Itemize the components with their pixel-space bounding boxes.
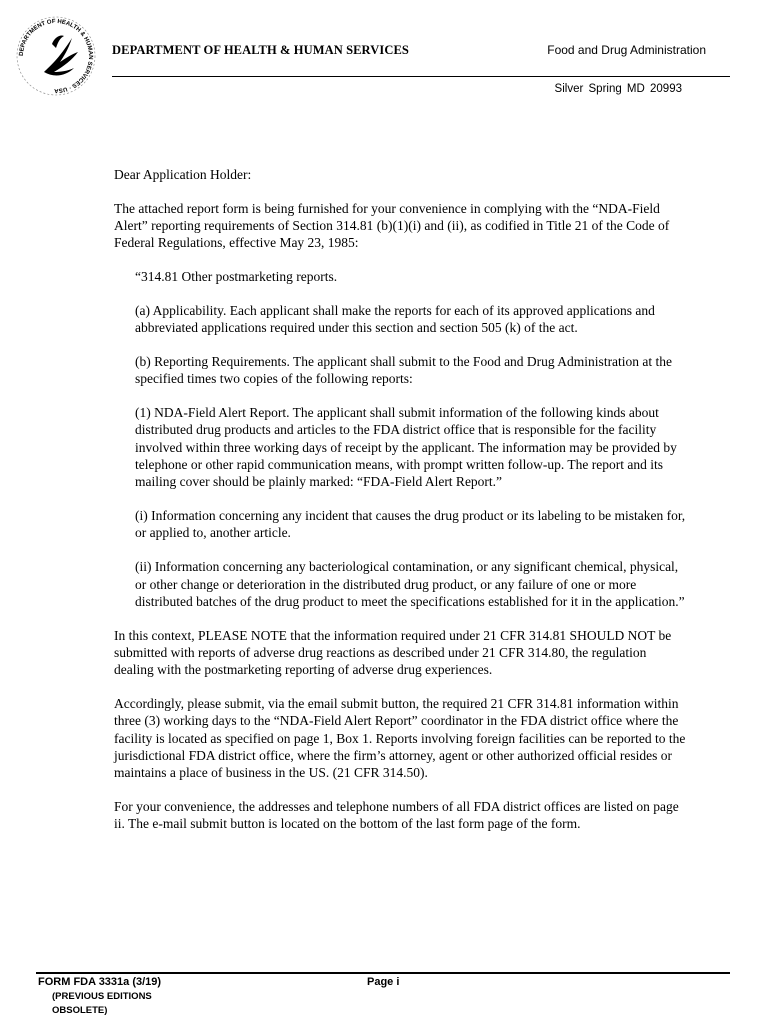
department-name: DEPARTMENT OF HEALTH & HUMAN SERVICES bbox=[112, 43, 409, 57]
seal-text: DEPARTMENT OF HEALTH & HUMAN SERVICES · USA bbox=[18, 18, 94, 94]
footer-divider bbox=[36, 972, 730, 974]
agency-name: Food and Drug Administration bbox=[547, 43, 706, 57]
intro-paragraph: The attached report form is being furnished for your convenience in complying with the “NDA-Field Alert” reporting requirements of Section 314.81 (b)(1)(i) and (ii), as codified in Title 21 of the Code of Federal Regulations, effective May 23, 1985: bbox=[114, 200, 670, 251]
form-number: FORM FDA 3331a (3/19) bbox=[38, 976, 162, 988]
letter-body bbox=[114, 166, 688, 849]
district-offices-paragraph: For your convenience, the addresses and telephone numbers of all FDA district offices are listed on page ii. The e-mail submit button is located on the bottom of the last form page of the form. bbox=[114, 799, 679, 832]
previous-editions-line: (PREVIOUS EDITIONS bbox=[52, 991, 152, 1002]
quote-applicability: (a) Applicability. Each applicant shall make the reports for each of its approved applications and abbreviated applications required under this section and section 505 (k) of the act. bbox=[135, 302, 655, 336]
quote-field-alert-report: (1) NDA-Field Alert Report. The applicant shall submit information of the following kinds about distributed drug products and articles to the FDA district office that is responsible for the facility involved within three working days of receipt by the applicant. The information may be provided by telephone or other rapid communication means, with prompt written follow-up. The report and its mailing cover should be plainly marked: “FDA-Field Alert Report.” bbox=[135, 405, 677, 490]
context-note-paragraph: In this context, PLEASE NOTE that the information required under 21 CFR 314.81 SHOULD NOT be submitted with reports of adverse drug reactions as described under 21 CFR 314.80, the regulation dealing with the postmarketing reporting of adverse drug experiences. bbox=[114, 627, 672, 678]
agency-address: Silver Spring MD 20993 bbox=[554, 83, 682, 95]
quote-heading: “314.81 Other postmarketing reports. bbox=[135, 269, 338, 285]
quote-item-ii: (ii) Information concerning any bacteriological contamination, or any significant chemical, physical, or other change or deterioration in the distributed drug product, or any failure of one or more distributed batches of the drug product to meet the specifications established for it in the application.” bbox=[135, 559, 685, 609]
header-divider bbox=[112, 76, 730, 77]
quote-item-i: (i) Information concerning any incident that causes the drug product or its labeling to be mistaken for, or applied to, another article. bbox=[135, 508, 686, 541]
eagle-emblem-icon bbox=[44, 35, 78, 75]
salutation: Dear Application Holder: bbox=[114, 167, 252, 182]
submission-paragraph: Accordingly, please submit, via the email submit button, the required 21 CFR 314.81 information within three (3) working days to the “NDA-Field Alert Report” coordinator in the FDA district office where the facility is located as specified on page 1, Box 1. Reports involving foreign facilities can be reported to the jurisdictional FDA district office, where the firm’s attorney, agent or other authorized official resides or maintains a place of business in the US. (21 CFR 314.50). bbox=[114, 696, 686, 781]
obsolete-line: OBSOLETE) bbox=[52, 1004, 108, 1016]
previous-editions-note bbox=[52, 990, 152, 1017]
hhs-seal-logo bbox=[14, 14, 98, 98]
quote-reporting-requirements: (b) Reporting Requirements. The applicant shall submit to the Food and Drug Administration at the specified times two copies of the following reports: bbox=[135, 354, 673, 387]
page-number: Page i bbox=[367, 976, 400, 988]
svg-text:DEPARTMENT OF HEALTH & HUMAN S bbox=[19, 19, 93, 93]
